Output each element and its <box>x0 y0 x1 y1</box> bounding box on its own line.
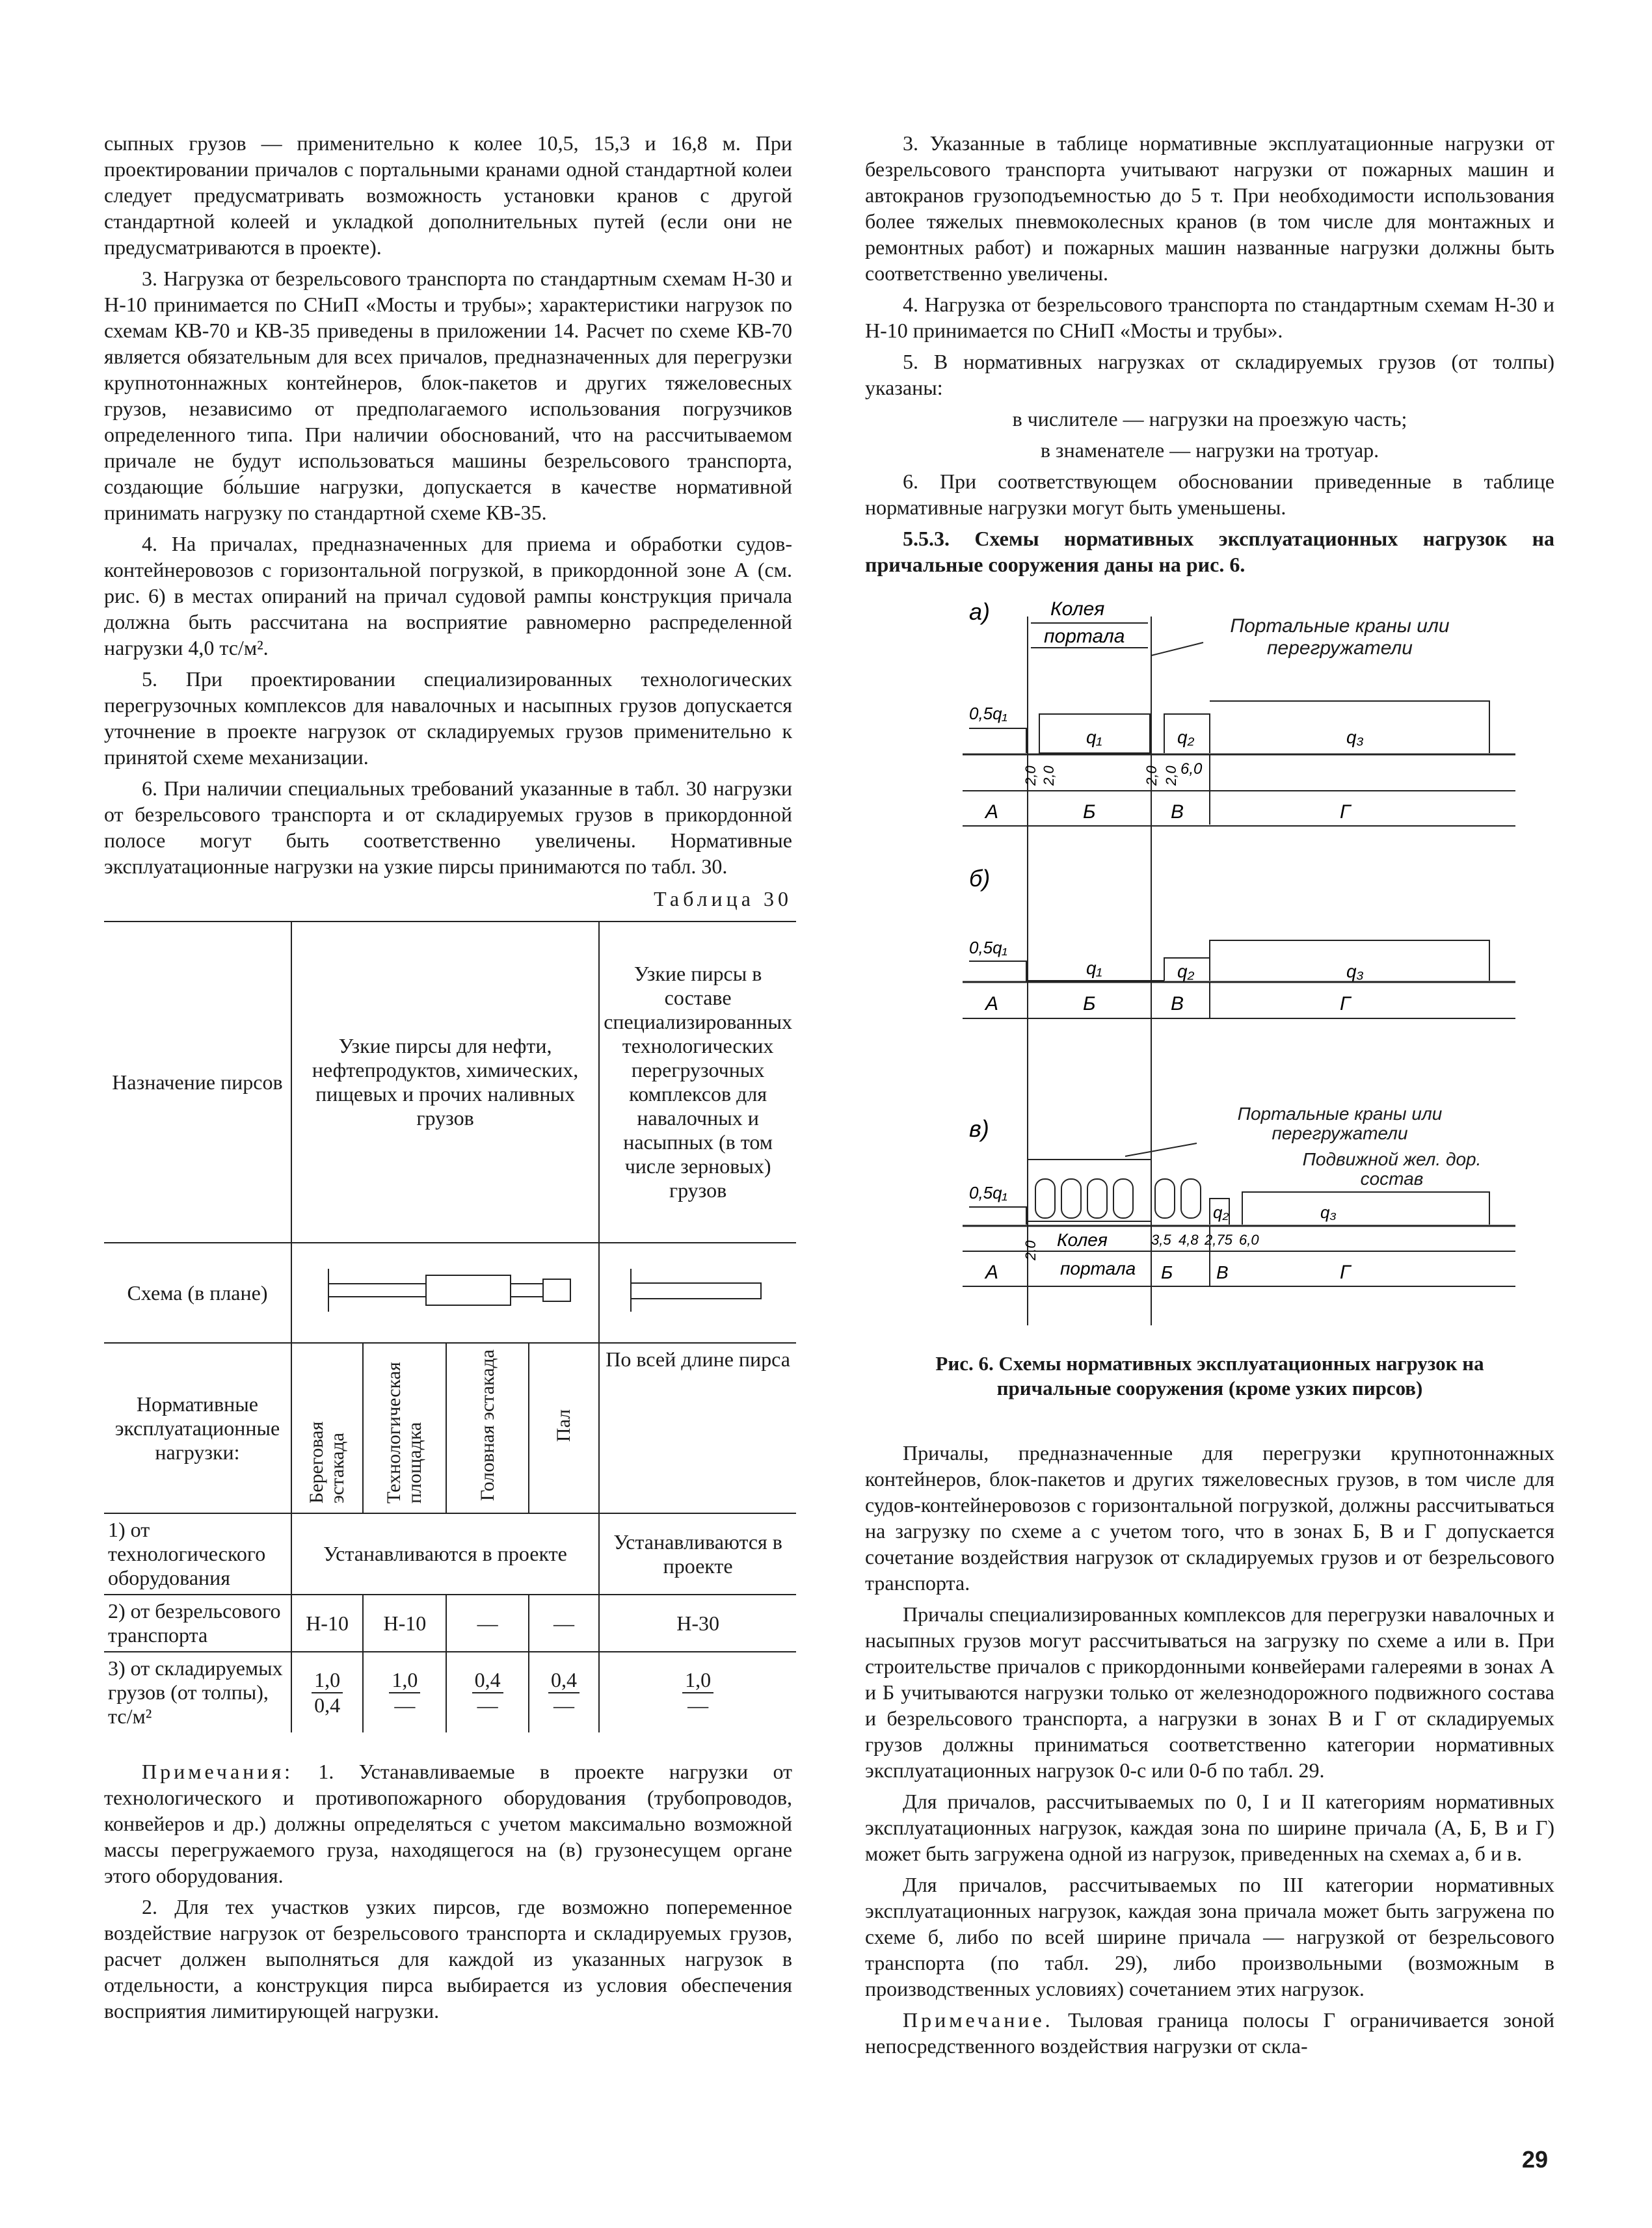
scheme-v-zone-V: В <box>1216 1262 1229 1282</box>
scheme-v-dim-275: 2,75 <box>1205 1232 1232 1248</box>
notes-label: Примечания: <box>142 1760 294 1783</box>
scheme-a-q3: q₃ <box>1346 727 1364 747</box>
col-all-length: По всей длине пирса <box>599 1343 796 1513</box>
bulk-numerator: 1,0 <box>682 1668 713 1693</box>
col-tech-platform <box>363 1343 446 1513</box>
right-column <box>865 130 1554 2064</box>
scheme-a-zone-G: Г <box>1340 801 1351 823</box>
row-transport-c3: — <box>446 1595 528 1652</box>
left-column <box>104 130 792 2029</box>
row-transport-bulk: Н-30 <box>599 1595 796 1652</box>
scheme-v-q05: 0,5q₁ <box>969 1183 1007 1202</box>
col-shore-trestle-label: Береговая эстакада <box>306 1421 349 1504</box>
left-paragraph-3: 4. На причалах, предназначенных для приема и обработки судов-контейнеровозов с горизонтальной погрузкой, в прикордонной зоне А (см. рис. 6) в местах опираний на причал судовой рампы конструкция причала должна быть рассчитана на восприятие равномерно распределенной нагрузки 4,0 тс/м². <box>104 532 792 659</box>
left-paragraph-2: 3. Нагрузка от безрельсового транспорта по стандартным схемам Н-30 и Н-10 принимается по СНиП «Мосты и трубы»; характеристики нагрузок по схемам КВ-70 и КВ-35 приведены в приложении 14. Расчет по схеме КВ-70 является обязательным для всех причалов, предназначенных для перегрузки крупнотоннажных контейнеров, блок-пакетов и других тяжеловесных грузов, независимо от предполагаемого использования погрузчиков определенного типа. При наличии обоснований, что на рассчитываемом причале не будут использоваться машины безрельсового транспорта, создающие бо́льшие нагрузки, допускается в качестве нормативной принимать нагрузку по стандартной схеме КВ-35. <box>104 267 792 524</box>
scheme-bulk-pier <box>599 1243 796 1343</box>
c2-denominator: — <box>394 1693 416 1717</box>
scheme-a-q05: 0,5q₁ <box>969 704 1007 723</box>
scheme-a-zone-A: А <box>985 801 999 823</box>
c3-numerator: 0,4 <box>472 1668 503 1693</box>
right-note-text: Тыловая граница полосы Г ограничивается зоной непосредственного воздействия нагрузки от скла- <box>865 2008 1555 2058</box>
row-transport-c2: Н-10 <box>363 1595 446 1652</box>
note-2: 2. Для тех участков узких пирсов, где возможно попеременное воздействие нагрузок от безрельсового транспорта и складируемых грузов, расчет должен выполняться для каждой из указанных нагрузок в отдельности, а конструкция пирса выбирается из условия обеспечения восприятия лимитирующей нагрузки. <box>104 1895 792 2022</box>
right-paragraph-1: 3. Указанные в таблице нормативные эксплуатационные нагрузки от безрельсового транспорта учитывают нагрузки от пожарных машин и автокранов грузоподъемностью до 5 т. При необходимости использования более тяжелых пневмоколесных кранов (в том числе для монтажных и ремонтных работ) и пожарных машин названные нагрузки должны быть соответственно увеличены. <box>865 131 1554 285</box>
row-stored-cargo-c3 <box>446 1652 528 1732</box>
c4-numerator: 0,4 <box>548 1668 580 1693</box>
scheme-v-zone-G: Г <box>1340 1262 1351 1283</box>
row-tech-equipment-label: 1) от технологического оборудования <box>104 1513 291 1595</box>
scheme-a-zone-B: Б <box>1083 801 1096 823</box>
scheme-v-zone-A: А <box>985 1262 999 1283</box>
right-paragraph-7: Причалы специализированных комплексов для перегрузки навалочных и насыпных грузов могут рассчитываться на загрузку по схеме а или в. При строительстве причалов с прикордонными конвейерами галереями в зонах А и Б учитываются нагрузки только от железнодорожного подвижного состава и безрельсового транспорта, а нагрузки в зонах В и Г от складируемых грузов должны приниматься соответственно категории нормативных эксплуатационных нагрузок 0-с или 0-б по табл. 29. <box>865 1602 1554 1782</box>
header-loads: Нормативные эксплуатационные нагрузки: <box>104 1343 291 1513</box>
col-head-trestle-label: Головная эстакада <box>476 1349 498 1502</box>
scheme-v-label: в) <box>969 1115 989 1142</box>
c2-numerator: 1,0 <box>389 1668 420 1693</box>
scheme-v-koleya: Колея <box>1057 1230 1108 1250</box>
scheme-oil-pier <box>291 1243 599 1343</box>
scheme-v-q2: q₂ <box>1213 1202 1229 1222</box>
scheme-v-rolling-stock-label: Подвижной жел. дор. состав <box>1302 1150 1482 1189</box>
right-paragraph-3a: в числителе — нагрузки на проезжую часть; <box>1012 407 1407 431</box>
row-stored-cargo-c1 <box>291 1652 363 1732</box>
col-shore-trestle <box>291 1343 363 1513</box>
header-bulk-piers: Узкие пирсы в составе специализированных технологических перегрузочных комплексов для навалочных и насыпных (в том числе зерновых) грузов <box>599 922 796 1243</box>
scheme-a-dim-20-3: 2,0 <box>1143 765 1160 786</box>
scheme-b-label: б) <box>969 865 991 892</box>
scheme-v-dim-60: 6,0 <box>1239 1232 1259 1248</box>
scheme-a-koleya: Колея <box>1050 598 1105 620</box>
bulk-denominator: — <box>687 1693 709 1717</box>
c1-denominator: 0,4 <box>314 1693 341 1717</box>
row-tech-equipment-bulk: Устанавливаются в проекте <box>599 1513 796 1595</box>
oil-pier-plan-icon <box>302 1261 589 1320</box>
scheme-b-q2: q₂ <box>1177 961 1195 981</box>
scheme-v-cranes-label: Портальные краны или перегружатели <box>1237 1104 1443 1143</box>
left-paragraph-1: сыпных грузов — применительно к колее 10,5, 15,3 и 16,8 м. При проектировании причалов с портальными кранами одной стандартной колеи следует предусматривать возможность установки кранов с другой стандартной колеей и укладкой дополнительных путей (если они не предусматриваются в проекте). <box>104 131 792 259</box>
row-transport-c1: Н-10 <box>291 1595 363 1652</box>
scheme-v-dim-35: 3,5 <box>1151 1232 1171 1248</box>
header-scheme: Схема (в плане) <box>104 1243 291 1343</box>
right-paragraph-3b: в знаменателе — нагрузки на тротуар. <box>1040 438 1379 462</box>
col-dolphin-label: Пал <box>552 1409 574 1442</box>
right-paragraph-3: 5. В нормативных нагрузках от складируемых грузов (от толпы) указаны: <box>865 350 1554 399</box>
right-paragraph-8: Для причалов, рассчитываемых по 0, I и II категориям нормативных эксплуатационных нагрузок, каждая зона по ширине причала (А, Б, В и Г) может быть загружена одной из нагрузок, приведенных на схемах а, б и в. <box>865 1790 1554 1865</box>
bulk-pier-plan-icon <box>617 1261 779 1320</box>
row-transport-label: 2) от безрельсового транспорта <box>104 1595 291 1652</box>
scheme-a-q2: q₂ <box>1177 727 1195 747</box>
row-stored-cargo-label: 3) от складируемых грузов (от толпы), тс/м² <box>104 1652 291 1732</box>
row-stored-cargo-c4 <box>529 1652 599 1732</box>
table-30 <box>104 921 796 1732</box>
page-number: 29 <box>1522 2146 1549 2173</box>
table-title: Таблица 30 <box>654 887 792 910</box>
row-stored-cargo-bulk <box>599 1652 796 1732</box>
scheme-v-portala: портала <box>1060 1258 1136 1279</box>
right-paragraph-2: 4. Нагрузка от безрельсового транспорта по стандартным схемам Н-30 и Н-10 принимается по СНиП «Мосты и трубы». <box>865 293 1554 342</box>
scheme-a-dim-20-1: 2,0 <box>1022 765 1039 786</box>
right-paragraph-9: Для причалов, рассчитываемых по III категории нормативных эксплуатационных нагрузок, каждая зона причала может быть загружена по схеме б, либо по всей ширине причала — нагрузкой от безрельсового транспорта (по табл. 29), либо произвольными (возможным в производственных условиях) сочетанием этих нагрузок. <box>865 1873 1554 2000</box>
c1-numerator: 1,0 <box>312 1668 343 1693</box>
scheme-a-zone-V: В <box>1171 801 1184 823</box>
row-stored-cargo-c2 <box>363 1652 446 1732</box>
right-paragraph-5: 5.5.3. Схемы нормативных эксплуатационных нагрузок на причальные сооружения даны на рис. 6. <box>865 527 1554 576</box>
scheme-a-label: а) <box>969 598 991 625</box>
scheme-a-portala: портала <box>1044 626 1125 647</box>
col-tech-platform-label: Технологическая площадка <box>383 1362 426 1504</box>
col-dolphin <box>529 1343 599 1513</box>
note-1: 1. Устанавливаемые в проекте нагрузки от технологического и противопожарного оборудования (трубопроводов, конвейеров и др.) должны определяться с учетом максимально возможной массы перегружаемого груза, находящегося на (в) грузонесущем органе этого оборудования. <box>104 1760 792 1887</box>
row-transport-c4: — <box>529 1595 599 1652</box>
scheme-b-q1: q₁ <box>1086 958 1102 978</box>
figure-6-load-schemes <box>865 584 1554 1332</box>
scheme-a-dim-20-4: 2,0 <box>1163 765 1179 786</box>
scheme-b-zone-B: Б <box>1083 993 1096 1015</box>
c4-denominator: — <box>553 1693 574 1717</box>
header-oil-piers: Узкие пирсы для нефти, нефтепродуктов, химических, пищевых и прочих наливных грузов <box>291 922 599 1243</box>
scheme-v-zone-B: Б <box>1161 1262 1173 1282</box>
row-tech-equipment-oil: Устанавливаются в проекте <box>291 1513 599 1595</box>
left-paragraph-5: 6. При наличии специальных требований указанные в табл. 30 нагрузки от безрельсового транспорта и от складируемых грузов в прикордонной полосе могут быть соответственно увеличены. Нормативные эксплуатационные нагрузки на узкие пирсы принимаются по табл. 30. <box>104 776 792 878</box>
right-note-label: Примечание. <box>903 2008 1054 2032</box>
col-head-trestle <box>446 1343 528 1513</box>
scheme-a-dim-20-2: 2,0 <box>1041 765 1057 786</box>
scheme-b-q3: q₃ <box>1346 961 1364 981</box>
scheme-v-dim-20: 2,0 <box>1022 1240 1039 1260</box>
scheme-v-q3: q₃ <box>1320 1202 1337 1222</box>
table-notes <box>104 1758 792 2024</box>
header-purpose: Назначение пирсов <box>104 922 291 1243</box>
left-paragraph-4: 5. При проектировании специализированных технологических перегрузочных комплексов для навалочных и насыпных грузов допускается уточнение в проекте нагрузок от складируемых грузов применительно к принятой схеме механизации. <box>104 667 792 769</box>
scheme-b-zone-V: В <box>1171 993 1184 1015</box>
scheme-a-dim-60: 6,0 <box>1180 760 1203 778</box>
scheme-a-q1: q₁ <box>1086 727 1102 747</box>
right-paragraph-6: Причалы, предназначенные для перегрузки крупнотоннажных контейнеров, блок-пакетов и других тяжеловесных грузов, в том числе для судов-контейнеровозов с горизонтальной погрузкой, должны рассчитываться на загрузку по схеме а с учетом того, что в зонах Б, В и Г допускается сочетание воздействия нагрузок от складируемых грузов и от безрельсового транспорта. <box>865 1441 1554 1595</box>
scheme-b-q05: 0,5q₁ <box>969 938 1007 957</box>
scheme-v-dim-48: 4,8 <box>1179 1232 1199 1248</box>
right-paragraph-4: 6. При соответствующем обосновании приведенные в таблице нормативные нагрузки могут быть уменьшены. <box>865 470 1554 519</box>
scheme-b-zone-G: Г <box>1340 993 1351 1015</box>
figure-6-caption: Рис. 6. Схемы нормативных эксплуатационных нагрузок на причальные сооружения (кроме узких пирсов) <box>935 1352 1484 1399</box>
scheme-a-cranes-label: Портальные краны или перегружатели <box>1230 615 1450 659</box>
c3-denominator: — <box>477 1693 498 1717</box>
crane-bogies-icon <box>1035 1179 1201 1218</box>
scheme-b-zone-A: А <box>985 993 999 1015</box>
